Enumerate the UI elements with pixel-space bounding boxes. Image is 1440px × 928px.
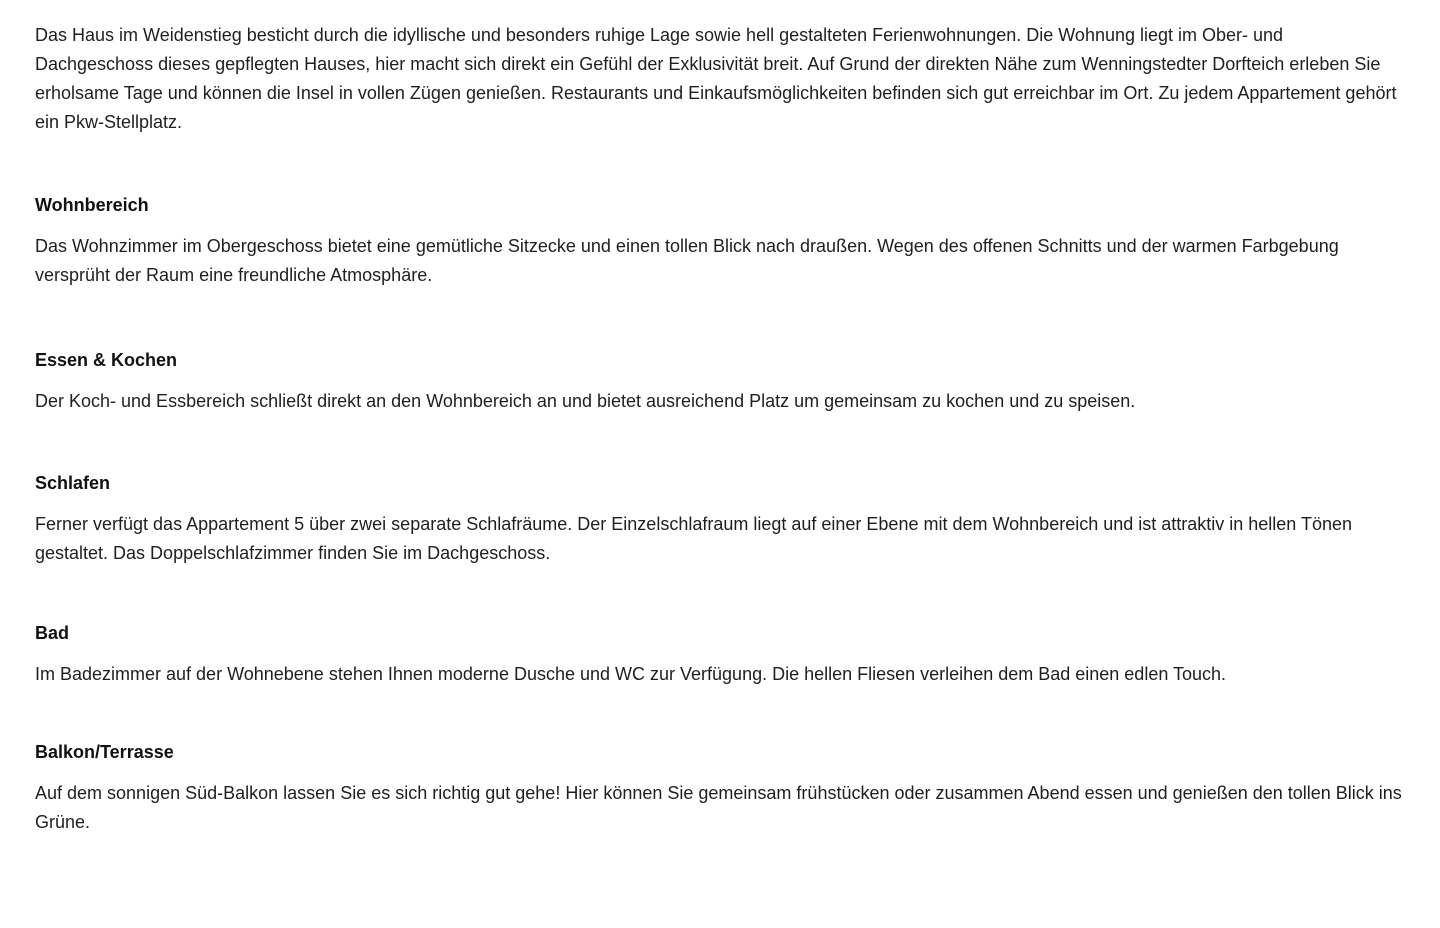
section-text: Der Koch- und Essbereich schließt direkt an den Wohnbereich an und bietet ausreichend Platz um gemeinsam zu kochen und zu speisen. (35, 391, 1136, 411)
section-heading: Balkon/Terrasse (35, 742, 174, 762)
section-heading: Wohnbereich (35, 195, 149, 215)
section-schlafen (35, 469, 1405, 568)
section-text: Das Wohnzimmer im Obergeschoss bietet eine gemütliche Sitzecke und einen tollen Blick nach draußen. Wegen des offenen Schnitts und der warmen Farbgebung versprüht der Raum eine freundliche Atmosphäre. (35, 236, 1339, 285)
section-heading: Schlafen (35, 473, 111, 493)
section-text: Im Badezimmer auf der Wohnebene stehen Ihnen moderne Dusche und WC zur Verfügung. Die hellen Fliesen verleihen dem Bad einen edlen Touch. (35, 664, 1227, 684)
section-balkon-terrasse (35, 738, 1405, 837)
section-bad (35, 619, 1405, 689)
section-heading: Essen & Kochen (35, 350, 178, 370)
section-essen-kochen (35, 346, 1405, 416)
intro-paragraph: Das Haus im Weidenstieg besticht durch die idyllische und besonders ruhige Lage sowie hell gestalteten Ferienwohnungen. Die Wohnung liegt im Ober- und Dachgeschoss dieses gepflegten Hauses, hier macht sich direkt ein Gefühl der Exklusivität breit. Auf Grund der direkten Nähe zum Wenningstedter Dorfteich erleben Sie erholsame Tage und können die Insel in vollen Zügen genießen. Restaurants und Einkaufsmöglichkeiten befinden sich gut erreichbar im Ort. Zu jedem Appartement gehört ein Pkw-Stellplatz. (35, 25, 1397, 132)
section-wohnbereich (35, 191, 1405, 290)
section-text: Ferner verfügt das Appartement 5 über zwei separate Schlafräume. Der Einzelschlafraum liegt auf einer Ebene mit dem Wohnbereich und ist attraktiv in hellen Tönen gestaltet. Das Doppelschlafzimmer finden Sie im Dachgeschoss. (35, 514, 1353, 563)
section-text: Auf dem sonnigen Süd-Balkon lassen Sie es sich richtig gut gehe! Hier können Sie gemeinsam frühstücken oder zusammen Abend essen und genießen den tollen Blick ins Grüne. (35, 783, 1402, 832)
section-heading: Bad (35, 623, 70, 643)
